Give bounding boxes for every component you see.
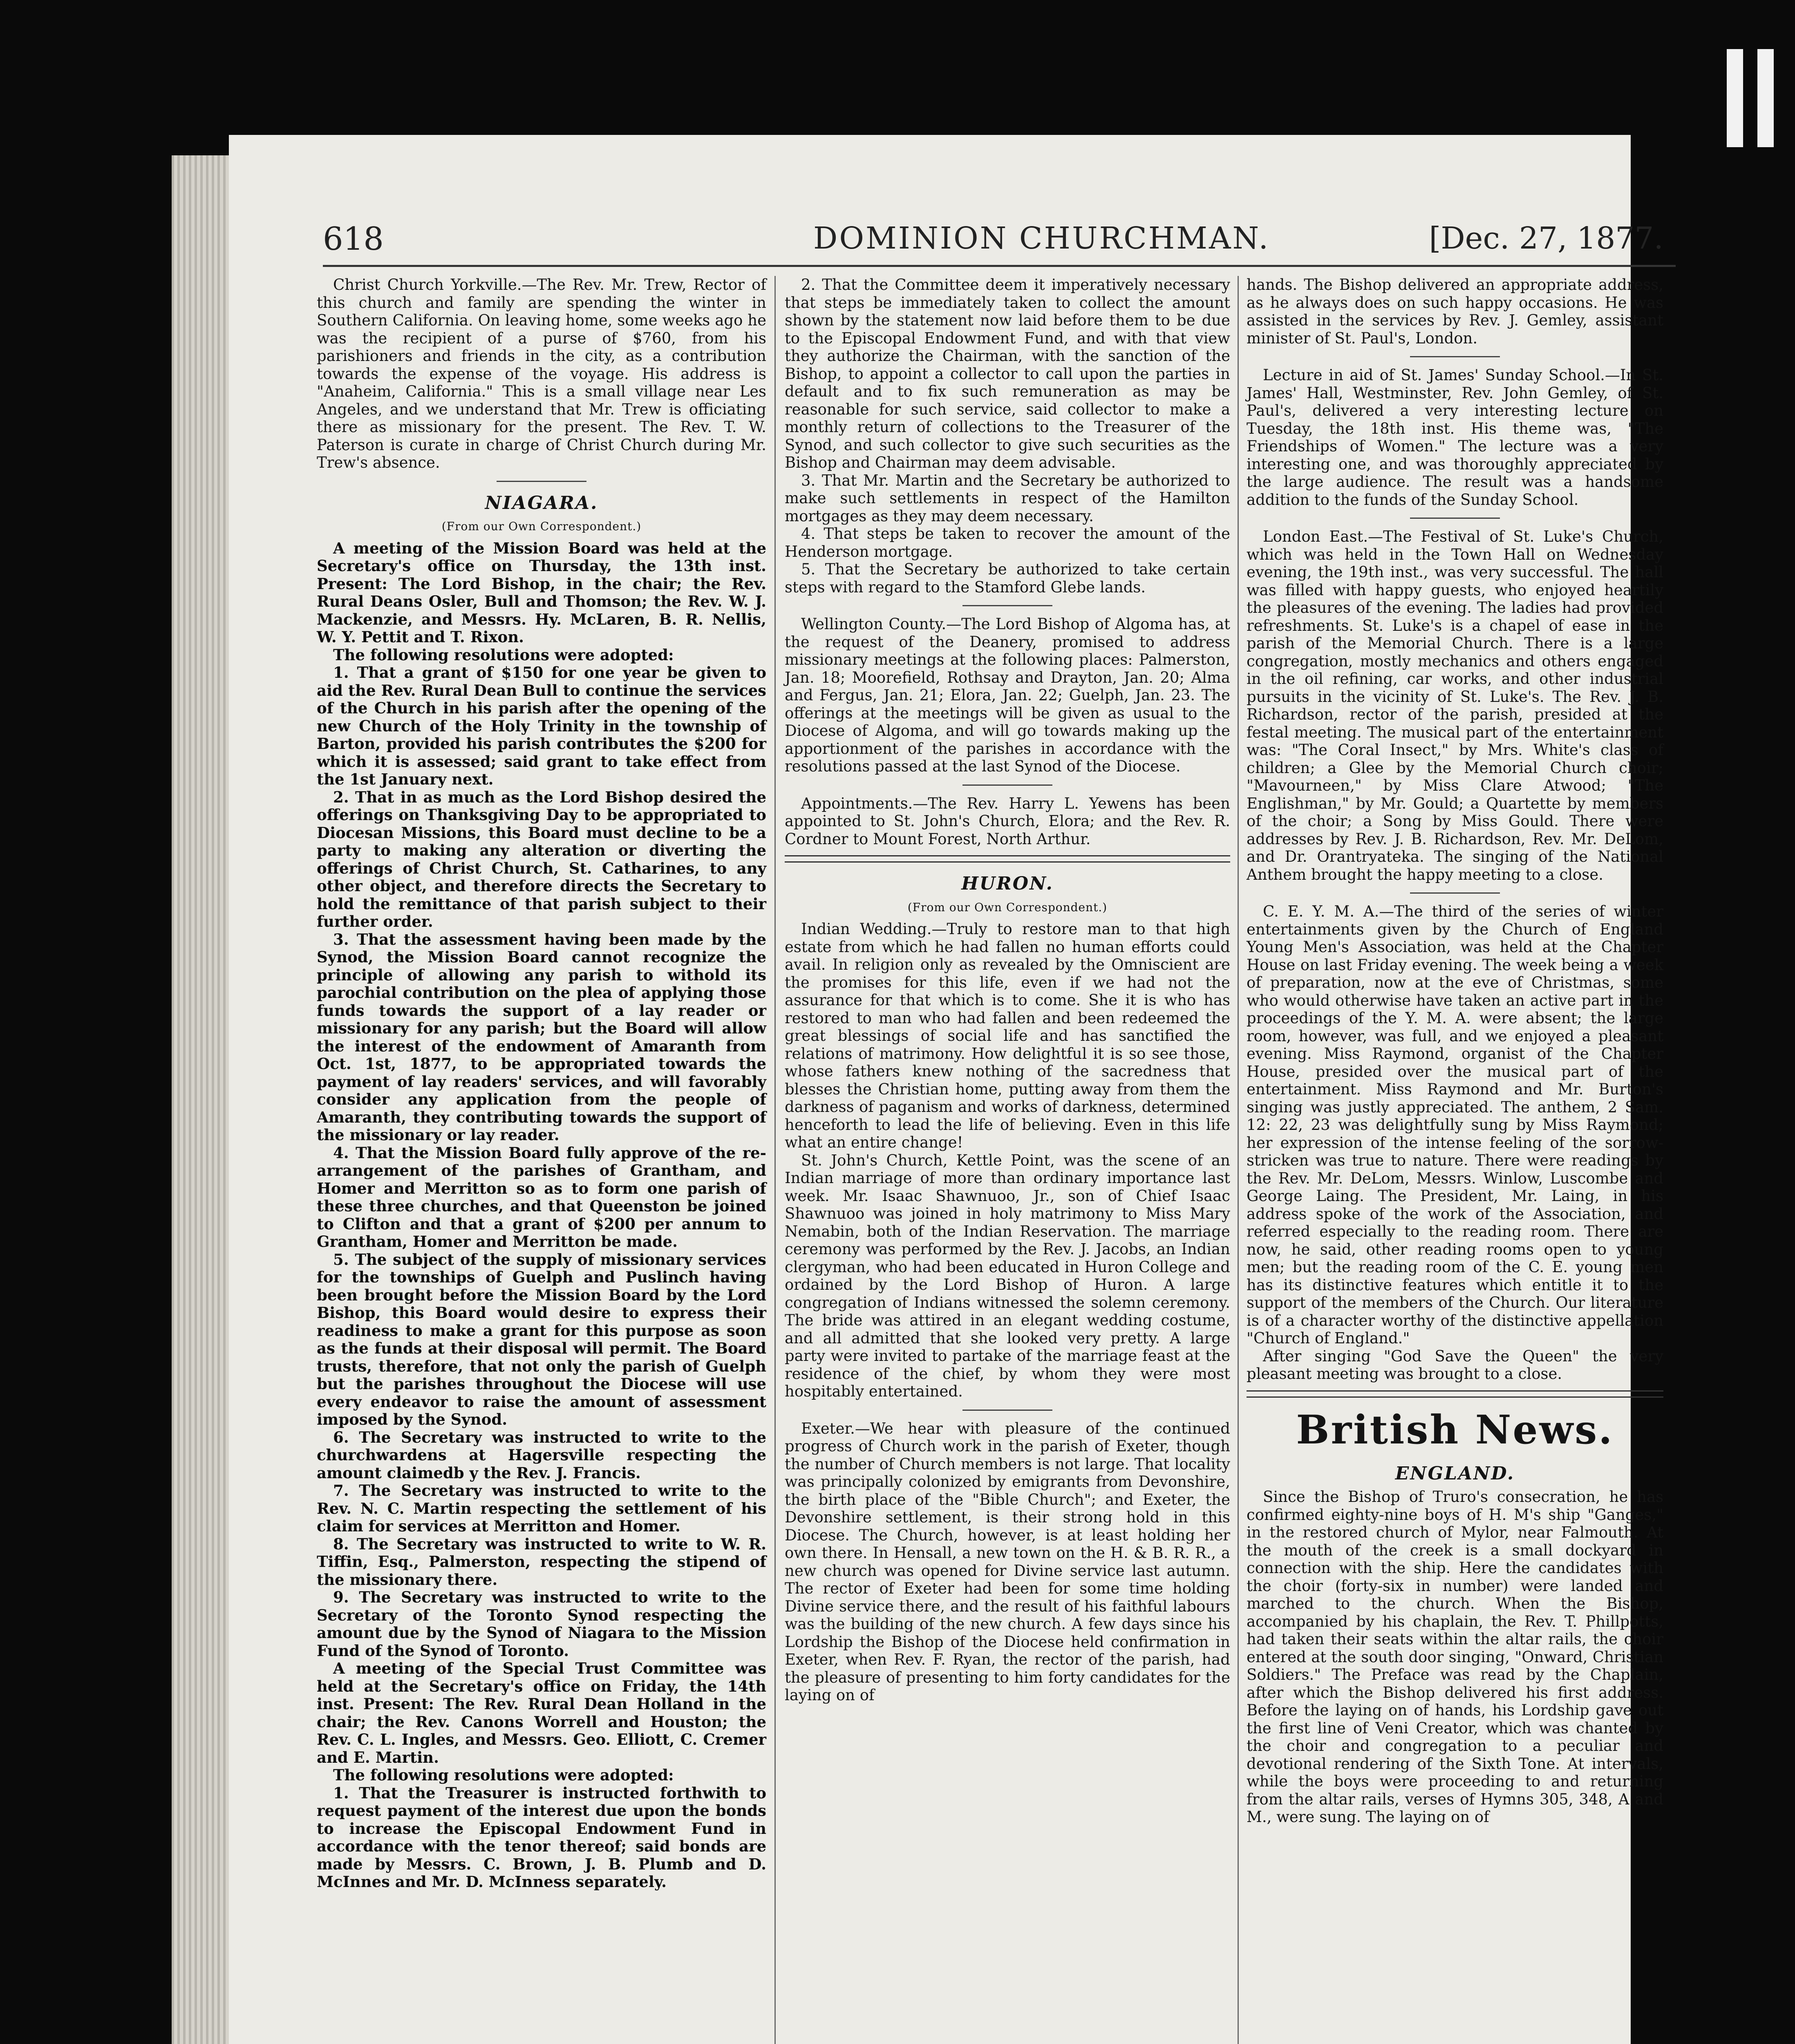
section-rule [1410,518,1500,519]
article-lecture-st-james: Lecture in aid of St. James' Sunday School.—In St. James' Hall, Westminster, Rev. John Gemley, of St. Paul's, delivered a very interesting lecture on Tuesday, the 18th inst. His theme was, "The Friendships of Women." The lecture was a very interesting one, and was thoroughly appreciated by the large audience. The result was a handsome addition to the funds of the Sunday School. [1247,366,1663,509]
newspaper-page [229,135,1663,2044]
film-edge-mark-top-2 [1757,49,1774,147]
resolution-5: 5. The subject of the supply of missionary services for the townships of Guelph and Puslinch having been brought before the Mission Board by the Lord Bishop, this Board would desire to express their readiness to make a grant for this purpose as soon as the funds at their disposal will permit. The Board trusts, therefore, that not only the parish of Guelph but the parishes throughout the Diocese will use every endeavor to raise the amount of assessment imposed by the Synod. [317,1250,766,1428]
article-wellington-county: Wellington County.—The Lord Bishop of Algoma has, at the request of the Deanery, promised to address missionary meetings at the following places: Palmerston, Jan. 18; Moorefield, Rothsay and Drayton, Jan. 20; Alma and Fergus, Jan. 21; Elora, Jan. 22; Guelph, Jan. 23. The offerings at the meetings will be given as usual to the Diocese of Algoma, and will go towards making up the apportionment of the parishes in accordance with the resolutions passed at the last Synod of the Diocese. [785,615,1230,775]
article-ceyma: C. E. Y. M. A.—The third of the series of winter entertainments given by the Church of England Young Men's Association, was held at the Chapter House on last Friday evening. The week being a week of preparation, now at the eve of Christmas, some who would otherwise have taken an active part in the proceedings of the Y. M. A. were absent; the large room, however, was full, and we enjoyed a pleasant evening. Miss Raymond, organist of the Chapter House, presided over the musical part of the entertainment. Miss Raymond and Mr. Burton's singing was justly appreciated. The anthem, 2 Sam. 12: 22, 23 was delightfully sung by Miss Raymond; her expression of the intense feeling of the sorrow-stricken was true to nature. There were readings by the Rev. Mr. DeLom, Messrs. Winlow, Luscombe and George Laing. The President, Mr. Laing, in his address spoke of the work of the Association, and referred especially to the reading room. There are now, he said, other reading rooms open to young men; but the reading room of the C. E. young men has its distinctive features which entitle it to the support of the members of the Church. Our literature is of a character worthy of the distinctive appellation "Church of England." [1247,903,1663,1347]
paragraph: A meeting of the Mission Board was held at the Secretary's office on Thursday, the 13th inst. Present: The Lord Bishop, in the chair; the Rev. Rural Deans Osler, Bull and Thomson; the Rev. W. J. Mackenzie, and Messrs. Hy. McLaren, B. R. Nellis, W. Y. Pettit and T. Rixon. [317,539,766,646]
article-christ-church-yorkville: Christ Church Yorkville.—The Rev. Mr. Trew, Rector of this church and family are spending the winter in Southern California. On leaving home, some weeks ago he was the recipient of a purse of $760, from his parishioners and friends in the city, as a contribution towards the expense of the voyage. His address is "Anaheim, California." This is a small village near Les Angeles, and we understand that Mr. Trew is officiating there as missionary for the present. The Rev. T. W. Paterson is curate in charge of Christ Church during Mr. Trew's absence. [317,276,766,471]
page-number: 618 [323,221,384,258]
correspondent-line: (From our Own Correspondent.) [441,520,642,533]
resolution-8: 8. The Secretary was instructed to write to W. R. Tiffin, Esq., Palmerston, respecting the stipend of the missionary there. [317,1535,766,1589]
column-rule-2 [1238,276,1239,2044]
resolution-7: 7. The Secretary was instructed to write to the Rev. N. C. Martin respecting the settlement of his claim for services at Merritton and Homer. [317,1481,766,1535]
issue-date: [Dec. 27, 1877. [1429,221,1663,256]
trust-resolution-1: 1. That the Treasurer is instructed forthwith to request payment of the interest due upon the bonds to increase the Episcopal Endowment Fund in accordance with the tenor thereof; said bonds are made by Messrs. C. Brown, J. B. Plumb and D. McInnes and Mr. D. McInness separately. [317,1784,766,1891]
paragraph: After singing "God Save the Queen" the very pleasant meeting was brought to a close. [1247,1347,1663,1383]
page-binding [172,155,229,2044]
column-1 [317,276,766,2044]
correspondent-line: (From our Own Correspondent.) [907,900,1108,914]
section-rule [497,481,586,482]
section-title-british-news: British News. [1296,1406,1614,1453]
resolution-1: 1. That a grant of $150 for one year be given to aid the Rev. Rural Dean Bull to continue the services of the Church in his parish after the opening of the new Church of the Holy Trinity in the township of Barton, provided his parish contributes the $200 for which it is assessed; said grant to take effect from the 1st January next. [317,663,766,788]
paragraph-continued: hands. The Bishop delivered an appropriate address, as he always does on such happy occasions. He was assisted in the services by Rev. J. Gemley, assistant minister of St. Paul's, London. [1247,276,1663,347]
resolution-4: 4. That the Mission Board fully approve of the re-arrangement of the parishes of Grantham, and Homer and Merritton so as to form one parish of these three churches, and that Queenston be joined to Clifton and that a grant of $200 per annum to Grantham, Homer and Merritton be made. [317,1143,766,1251]
column-3 [1247,276,1663,2044]
trust-resolution-3: 3. That Mr. Martin and the Secretary be authorized to make such settlements in respect of the Hamilton mortgages as they may deem necessary. [785,471,1230,525]
resolution-9: 9. The Secretary was instructed to write to the Secretary of the Toronto Synod respecting the amount due by the Synod of Niagara to the Mission Fund of the Synod of Toronto. [317,1588,766,1660]
paragraph: A meeting of the Special Trust Committee was held at the Secretary's office on Friday, the 14th inst. Present: The Rev. Rural Dean Holland in the chair; the Rev. Canons Worrell and Houston; the Rev. C. L. Ingles, and Messrs. Geo. Elliott, C. Cremer and E. Martin. [317,1659,766,1766]
section-rule [962,605,1052,606]
resolution-6: 6. The Secretary was instructed to write to the churchwardens at Hagersville respecting the amount claimedb y the Rev. J. Francis. [317,1428,766,1482]
section-heading-england: ENGLAND. [1395,1463,1515,1484]
resolution-3: 3. That the assessment having been made by the Synod, the Mission Board cannot recognize the principle of allowing any parish to withold its parochial contribution on the plea of applying those funds towards the support of a lay reader or missionary for any parish; but the Board will allow the interest of the endowment of Amaranth from Oct. 1st, 1877, to be appropriated towards the payment of lay readers' services, and will favorably consider any application from the people of Amaranth, they contributing towards the support of the missionary or lay reader. [317,930,766,1144]
trust-resolution-4: 4. That steps be taken to recover the amount of the Henderson mortgage. [785,525,1230,560]
section-rule [1410,892,1500,894]
section-rule [962,784,1052,786]
column-rule-1 [774,276,776,2044]
niagara-report [317,540,766,1891]
article-bishop-of-truro: Since the Bishop of Truro's consecration, he has confirmed eighty-nine boys of H. M's ship "Ganges," in the restored church of Mylor, near Falmouth. At the mouth of the creek is a small dockyard in connection with the ship. Here the candidates with the choir (forty-six in number) were landed and marched to the church. When the Bishop, accompanied by his chaplain, the Rev. T. Phillpotts, had taken their seats within the altar rails, the choir entered at the south door singing, "Onward, Christian Soldiers." The Preface was read by the Chaplain, after which the Bishop delivered his first address. Before the laying on of hands, his Lordship gave out the first line of Veni Creator, which was chanted by the choir and congregation to a peculiar and devotional rendering of the Sixth Tone. At intervals, while the boys were proceeding to and returning from the altar rails, verses of Hymns 305, 348, A and M., were sung. The laying on of [1247,1488,1663,1826]
double-rule [785,855,1230,863]
double-rule [1247,1390,1663,1398]
header-rule [323,265,1676,267]
paragraph: The following resolutions were adopted: [333,1766,674,1784]
trust-resolution-2: 2. That the Committee deem it imperatively necessary that steps be immediately taken to collect the amount shown by the statement now laid before them to be due to the Episcopal Endowment Fund, and with that view they authorize the Chairman, with the sanction of the Bishop, to appoint a collector to call upon the parties in default and to fix such remuneration as may be reasonable for such service, said collector to make a monthly return of collections to the Treasurer of the Synod, and such collector to give such securities as the Bishop and Chairman may deem advisable. [785,276,1230,471]
section-heading-huron: HURON. [961,873,1054,894]
masthead: DOMINION CHURCHMAN. [813,221,1270,256]
article-appointments: Appointments.—The Rev. Harry L. Yewens has been appointed to St. John's Church, Elora; and the Rev. R. Cordner to Mount Forest, North Arthur. [785,794,1230,848]
section-rule [962,1410,1052,1411]
column-2 [785,276,1230,2044]
section-heading-niagara: NIAGARA. [485,492,598,513]
article-london-east: London East.—The Festival of St. Luke's Church, which was held in the Town Hall on Wednesday evening, the 19th inst., was very successful. The hall was filled with happy guests, who enjoyed heartily the pleasures of the evening. The ladies had provided refreshments. St. Luke's is a chapel of ease in the parish of the Memorial Church. There is a large congregation, mostly mechanics and others engaged in the oil refining, car works, and other industrial pursuits in the vicinity of St. Luke's. The Rev. J. B. Richardson, rector of the parish, presided at the festal meeting. The musical part of the entertainment was: "The Coral Insect," by Mrs. White's class of children; a Glee by the Memorial Church choir; "Mavourneen," by Miss Clare Atwood; "The Englishman," by Mr. Gould; a Quartette by members of the choir; a Song by Miss Gould. There were addresses by Rev. J. B. Richardson, Rev. Mr. DeLom, and Dr. Orantryateka. The singing of the National Anthem brought the happy meeting to a close. [1247,528,1663,883]
paragraph: The following resolutions were adopted: [333,645,674,664]
article-indian-wedding: Indian Wedding.—Truly to restore man to that high estate from which he had fallen no human efforts could avail. In religion only as revealed by the Omniscient are the promises for this life, even if we had not the assurance for that which is to come. She it is who has restored to man who had fallen and been redeemed the great blessings of social life and has sanctified the relations of matrimony. How delightful it is so see those, whose fathers knew nothing of the sacredness that blesses the Christian home, putting away from them the darkness of paganism and works of darkness, determined henceforth to lead the life of believing. Even in this life what an entire change! [785,920,1230,1151]
section-rule [1410,356,1500,357]
film-edge-mark-top [1727,49,1743,147]
trust-resolution-5: 5. That the Secretary be authorized to take certain steps with regard to the Stamford Glebe lands. [785,560,1230,596]
page-header [323,221,1680,270]
resolution-2: 2. That in as much as the Lord Bishop desired the offerings on Thanksgiving Day to be appropriated to Diocesan Missions, this Board must decline to be a party to making any alteration or diverting the offerings of Christ Church, St. Catharines, to any other object, and therefore directs the Secretary to hold the remittance of that parish subject to their further order. [317,788,766,930]
article-kettle-point: St. John's Church, Kettle Point, was the scene of an Indian marriage of more than ordinary importance last week. Mr. Isaac Shawnuoo, Jr., son of Chief Isaac Shawnuoo was joined in holy matrimony to Miss Mary Nemabin, both of the Indian Reservation. The marriage ceremony was performed by the Rev. J. Jacobs, an Indian clergyman, who had been educated in Huron College and ordained by the Lord Bishop of Huron. A large congregation of Indians witnessed the solemn ceremony. The bride was attired in an elegant wedding costume, and all admitted that she looked very pretty. A large party were invited to partake of the marriage feast at the residence of the chief, by whom they were most hospitably entertained. [785,1151,1230,1400]
article-exeter: Exeter.—We hear with pleasure of the continued progress of Church work in the parish of Exeter, though the number of Church members is not large. That locality was principally colonized by emigrants from Devonshire, the birth place of the "Bible Church"; and Exeter, the Devonshire settlement, is their strong hold in this Diocese. The Church, however, is at least holding her own there. In Hensall, a new town on the H. & B. R. R., a new church was opened for Divine service last autumn. The rector of Exeter had been for some time holding Divine service there, and the result of his faithful labours was the building of the new church. A few days since his Lordship the Bishop of the Diocese held confirmation in Exeter, when Rev. F. Ryan, the rector of the parish, had the pleasure of presenting to him forty candidates for the laying on of [785,1419,1230,1704]
